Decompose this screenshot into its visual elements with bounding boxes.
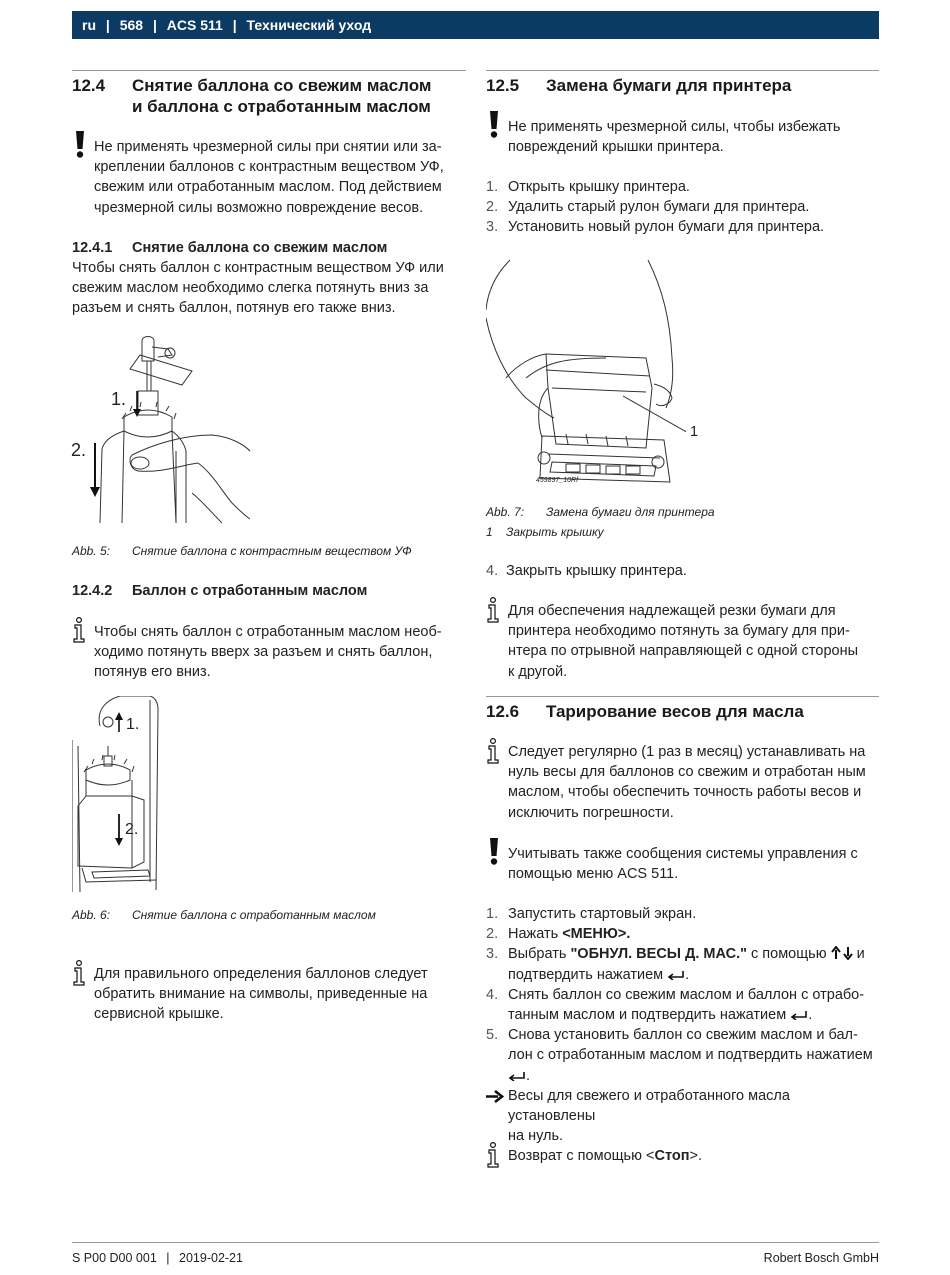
info-icon [71,960,87,986]
step-number: 4. [486,563,499,579]
fig6-step2-label: 2. [125,821,139,838]
info-text [508,601,879,682]
text-part: >. [689,1148,702,1164]
fig5-step1-label: 1. [111,389,127,409]
list-item [486,904,879,924]
legend-number: 1 [486,525,493,539]
subsection-text [72,258,466,319]
step-text: Снова установить баллон со свежим маслом и бал- [508,1027,858,1044]
warning-line: чрезмерной силы возможно повреждение весов. [94,199,424,216]
info-text [508,742,879,823]
warning-text [508,844,879,884]
section-title-line1: Снятие баллона со свежим маслом [132,76,432,95]
step-number: 2. [486,199,499,216]
text-line: к другой. [508,663,568,680]
printer-steps-list [486,177,879,238]
caption-label: Abb. 5: [72,544,111,558]
result-text: Весы для свежего и отработанного масла установлены [508,1087,790,1125]
list-item [486,177,879,197]
info-icon [485,1142,501,1168]
warning-exclamation-icon [73,131,87,159]
step-number: 1. [486,179,499,195]
fig7-caption [486,504,879,520]
caption-text: Снятие баллона с контрастным веществом УФ [132,544,412,558]
fig7-image-id: 459897_10Rf [536,477,579,484]
caption-label: Abb. 7: [486,505,525,519]
step-text: Удалить старый рулон бумаги для принтера. [508,199,810,216]
section-rule [486,696,879,697]
step-text: подтвердить нажатием [508,966,668,983]
step-number: 3. [486,219,499,236]
caption-label: Abb. 6: [72,908,111,922]
section-12-4-heading [72,75,466,119]
text-line: Для обеспечения надлежащей резки бумаги для [508,603,836,619]
step-text: танным маслом и подтвердить нажатием [508,1007,791,1024]
info-icon [485,738,501,764]
text-line: Для правильного определения баллонов следует [94,966,428,982]
text-line: сервисной крышке. [94,1006,224,1023]
list-item: 4. Снять баллон со свежим маслом и баллон с отрабо- танным маслом и подтвердить нажатием . [486,986,865,1024]
text-line: маслом, чтобы обеспечить точность работы весов и [508,784,862,801]
step-text: лон с отработанным маслом и подтвердить нажатием [508,1047,873,1064]
text-line: нуль весы для баллонов со свежим и отработан ным [508,764,866,781]
info-text [94,964,466,1025]
warning-text [508,117,879,157]
list-item [486,197,879,217]
section-title: Замена бумаги для принтера [546,76,792,95]
text-line: свежим маслом необходимо слегка потянуть вниз за [72,280,429,297]
text-part: Возврат с помощью < [508,1148,655,1164]
legend-text: Закрыть крышку [506,525,604,539]
step-number: 5. [486,1027,499,1044]
section-number: 12.4 [72,76,106,95]
enter-key-icon [790,1010,808,1020]
text-line: Чтобы снять баллон с контрастным веществом УФ или [72,260,444,276]
step-text: с помощью [746,946,831,963]
warning-line: помощью меню ACS 511. [508,866,679,883]
warning-exclamation-icon [487,838,501,866]
fig6-waste-bottle-illustration [72,696,162,896]
warning-line: Учитывать также сообщения системы управления с [508,846,858,862]
fig5-caption [72,543,466,559]
text-line: обратить внимание на символы, приведенные на [94,986,428,1003]
header-product: ACS 511 [166,17,223,33]
section-number: 12.6 [486,702,520,721]
caption-text: Снятие баллона с отработанным маслом [132,908,376,922]
warning-line: креплении баллонов с контрастным веществом УФ, [94,159,444,176]
step-number: 2. [486,926,499,943]
up-down-arrows-icon [831,946,853,960]
text-line: исключить погрешности. [508,804,674,821]
printer-step4 [486,561,879,581]
warning-line: свежим или отработанным маслом. Под действием [94,179,442,196]
menu-option-text: "ОБНУЛ. ВЕСЫ Д. МАС." [570,946,747,963]
info-icon [71,617,87,643]
text-line: ходимо потянуть вверх за разъем и снять баллон, [94,644,433,661]
subsection-number: 12.4.1 [72,240,113,256]
text-line: Следует регулярно (1 раз в месяц) устанавливать на [508,744,866,760]
footer-rule [72,1242,879,1243]
caption-text: Замена бумаги для принтера [546,505,715,519]
return-info-text [508,1146,879,1166]
list-item [486,924,879,944]
footer-doc-number: S P00 D00 001 [72,1251,157,1265]
subsection-number: 12.4.2 [72,583,113,599]
footer-left: S P00 D00 001 | 2019-02-21 [72,1251,243,1265]
step-number: 4. [486,986,499,1003]
fig7-printer-paper-illustration [486,258,686,492]
header-page: 568 [119,17,144,33]
text-line: нтера по отрывной направляющей с одной стороны [508,643,859,660]
section-12-5-heading [486,75,879,97]
subsection-title: Баллон с отработанным маслом [132,583,368,599]
enter-key-icon [667,970,685,980]
step-text: Установить новый рулон бумаги для принтера. [508,219,825,236]
step-text: Закрыть крышку принтера. [506,563,687,579]
result-text: на нуль. [508,1128,564,1145]
step-text: Нажать [508,926,563,943]
fig5-step2-label: 2. [71,440,87,460]
text-line: Чтобы снять баллон с отработанным маслом необ- [94,624,442,640]
text-line: потянув его вниз. [94,664,211,681]
result-arrow-icon [486,1090,504,1103]
warning-text [94,137,466,218]
list-item [486,561,879,581]
footer-company: Robert Bosch GmbH [763,1251,879,1265]
text-line: принтера необходимо потянуть за бумагу для при- [508,623,850,640]
warning-line: повреждений крышки принтера. [508,139,724,156]
footer-date: 2019-02-21 [179,1251,243,1265]
subsection-title: Снятие баллона со свежим маслом [132,240,388,256]
step-text: Снять баллон со свежим маслом и баллон с отрабо- [508,986,865,1003]
tare-steps-list [486,904,879,1146]
fig5-bottle-removal-illustration [72,333,252,525]
section-rule [486,70,879,71]
fig6-caption [72,907,466,923]
info-icon [485,597,501,623]
header-section: Технический уход [246,17,372,33]
page-header: ru | 568 | ACS 511 | Технический уход [72,11,879,39]
list-item: 5. Снова установить баллон со свежим маслом и бал- лон с отработанным маслом и подтвердить нажатием . [486,1027,873,1084]
step-number: 1. [486,906,499,922]
section-title: Тарирование весов для масла [546,702,804,721]
text-line: разъем и снять баллон, потянув его также вниз. [72,300,396,317]
step-text: Выбрать [508,946,571,963]
step-number: 3. [486,946,499,963]
section-12-6-heading [486,701,879,723]
fig6-step1-label: 1. [126,716,140,733]
header-lang: ru [82,17,96,33]
enter-key-icon [508,1071,526,1081]
section-number: 12.5 [486,76,520,95]
section-title-line2: и баллона с отработанным маслом [132,97,431,116]
warning-line: Не применять чрезмерной силы, чтобы избежать [508,119,841,135]
fig7-callout-1: 1 [690,424,699,440]
menu-key-text: <МЕНЮ>. [562,926,631,943]
list-item [486,217,879,237]
list-item: 3. Выбрать "ОБНУЛ. ВЕСЫ Д. МАС." с помощью и подтвердить нажатием . [486,946,865,983]
step-text: Открыть крышку принтера. [508,179,690,195]
warning-exclamation-icon [487,111,501,139]
warning-line: Не применять чрезмерной силы при снятии или за- [94,139,442,155]
section-rule [72,70,466,71]
result-item [486,1086,879,1147]
step-text: и [852,946,865,963]
step-text: Запустить стартовый экран. [508,906,697,922]
stop-key-text: Стоп [654,1148,690,1164]
info-text [94,622,466,683]
fig7-legend [486,524,879,540]
